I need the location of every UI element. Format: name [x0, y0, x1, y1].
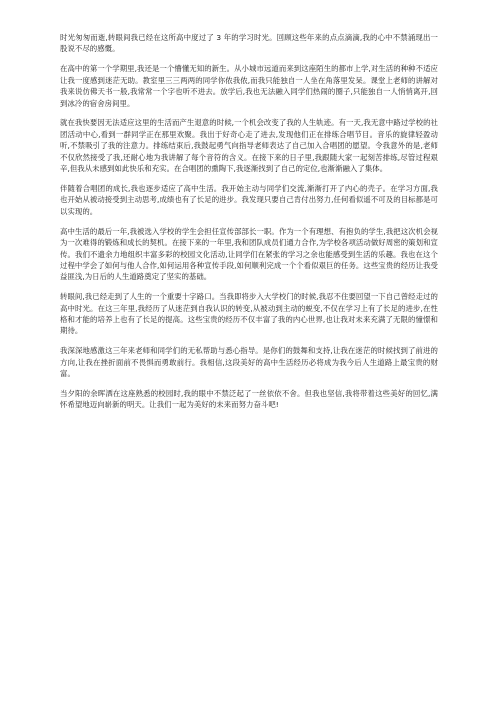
paragraph-choir-opportunity: 就在我快要因无法适应这里的生活而产生退意的时候,一个机会改变了我的人生轨迹。有一天,我无意中路过学校的社团活动中心,看到一群同学正在那里欢聚。我出于好奇心走了进去,发现他们正在排练合唱节目。音乐的旋律轻盈动听,不禁吸引了我的注意力。排练结束后,我鼓起勇气向指导老师表达了自己加入合唱团的愿望。令我意外的是,老师不仅欣然接受了我,还耐心地为我讲解了每个音符的含义。在接下来的日子里,我跟随大家一起刻苦排练,尽管过程艰辛,但我从未感到如此快乐和充实。在合唱团的熏陶下,我逐渐找到了自己的定位,也渐渐融入了集体。 [60, 118, 438, 174]
paragraph-first-semester: 在高中的第一个学期里,我还是一个懵懂无知的新生。从小城市远道而来到这座陌生的都市上学,对生活的种种不适应让我一度感到迷茫无助。教室里三三两两的同学你侬我侬,而我只能独自一人坐在角落里发呆。课堂上老师的讲解对我来说仿佛天书一般,我常常一个字也听不进去。放学后,我也无法融入同学们热闹的圈子,只能独自一人悄悄离开,回到冰冷的宿舍房间里。 [60, 64, 438, 108]
document-body [60, 32, 438, 419]
paragraph-crossroads: 转眼间,我已经走到了人生的一个重要十字路口。当我即将步入大学校门的时候,我忍不住要回望一下自己曾经走过的高中时光。在这三年里,我经历了从迷茫到自我认识的转变,从被动到主动的蜕变,不仅在学习上有了长足的进步,在性格和才能的培养上也有了长足的提高。这些宝贵的经历不仅丰富了我的内心世界,也让我对未来充满了无限的憧憬和期待。 [60, 292, 438, 336]
paragraph-intro: 时光匆匆而逝,转眼间我已经在这所高中度过了 3 年的学习时光。回顾这些年来的点点滴滴,我的心中不禁涌现出一股说不尽的感慨。 [60, 33, 438, 54]
paragraph-closing: 当夕阳的余晖洒在这座熟悉的校园时,我的眼中不禁泛起了一丝依依不舍。但我也坚信,我将带着这些美好的回忆,满怀希望地迈向崭新的明天。让我们一起为美好的未来而努力奋斗吧! [60, 389, 438, 410]
paragraph-adapting: 伴随着合唱团的成长,我也逐步适应了高中生活。我开始主动与同学们交流,渐渐打开了内心的壳子。在学习方面,我也开始从被动接受到主动思考,成绩也有了长足的进步。我发现只要自己肯付出努力,任何看似遥不可及的目标都是可以实现的。 [60, 183, 438, 216]
paragraph-gratitude: 我深深地感激这三年来老师和同学们的无私帮助与悉心指导。是你们的鼓舞和支持,让我在迷茫的时候找到了前进的方向,让我在挫折面前不畏惧而勇敢前行。我相信,这段美好的高中生活经历必将成为我今后人生道路上最宝贵的财富。 [60, 346, 438, 379]
paragraph-student-union: 高中生活的最后一年,我被选入学校的学生会担任宣传部部长一职。作为一个有理想、有抱负的学生,我把这次机会视为一次难得的锻炼和成长的契机。在接下来的一年里,我和团队成员们通力合作,为学校各项活动做好周密的策划和宣传。我们不遗余力地组织丰富多彩的校园文化活动,让同学们在紧张的学习之余也能感受到生活的乐趣。我也在这个过程中学会了如何与他人合作,如何运用各种宣传手段,如何顺利完成一个个看似艰巨的任务。这些宝贵的经历让我受益匪浅,为日后的人生道路奠定了坚实的基础。 [60, 226, 438, 282]
